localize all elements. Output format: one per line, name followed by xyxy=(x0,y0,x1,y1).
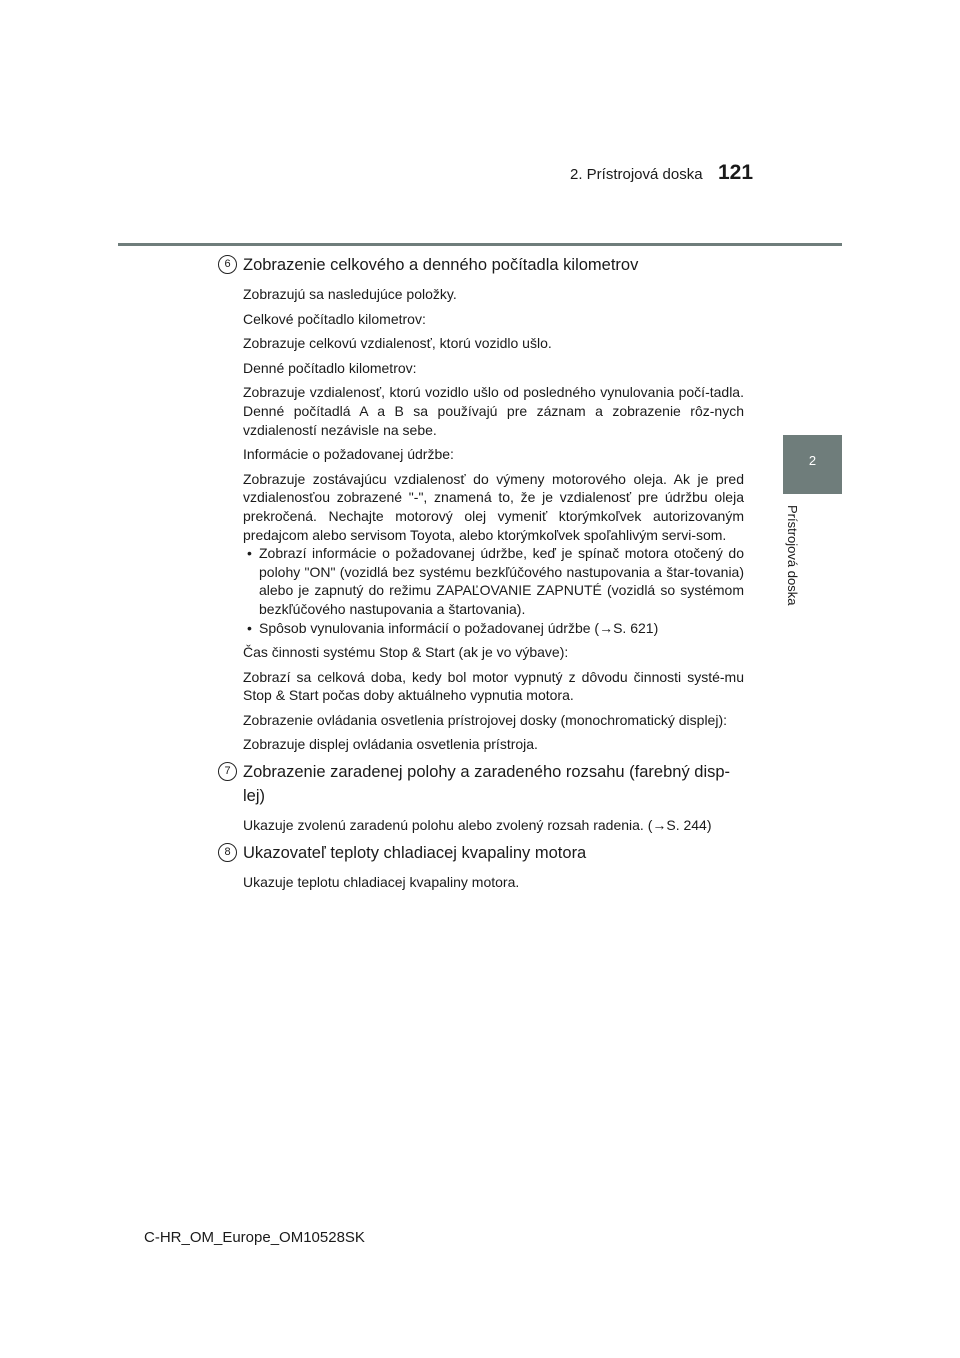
bullet-list xyxy=(243,544,744,637)
content xyxy=(218,253,744,897)
running-header-section: 2. Prístrojová doska xyxy=(570,166,703,183)
paragraph: Ukazuje zvolenú zaradenú polohu alebo zvolený rozsah radenia. (→S. 244) xyxy=(243,817,712,834)
paragraph: Zobrazujú sa nasledujúce položky. xyxy=(243,286,457,302)
paragraph: Zobrazuje vzdialenosť, ktorú vozidlo ušlo od posledného vynulovania počí-tadla. Denné počítadlá A a B sa používajú pre záznam a zobrazenie rôz-nych vzdialeností nezávisle na sebe. xyxy=(243,384,744,438)
section-body xyxy=(218,816,744,835)
paragraph: Zobrazí sa celková doba, kedy bol motor vypnutý z dôvodu činnosti systé-mu Stop & Start počas doby aktuálneho vypnutia motora. xyxy=(243,668,744,704)
section-6 xyxy=(218,253,744,754)
section-7 xyxy=(218,760,744,835)
section-body xyxy=(218,873,744,892)
paragraph: Celkové počítadlo kilometrov: xyxy=(243,310,426,327)
chapter-side-label: Prístrojová doska xyxy=(785,505,800,606)
paragraph: Denné počítadlo kilometrov: xyxy=(243,359,417,376)
section-heading-text: Zobrazenie celkového a denného počítadla kilometrov xyxy=(243,256,639,274)
paragraph: Ukazuje teplotu chladiacej kvapaliny motora. xyxy=(243,873,520,890)
footer-document-id: C-HR_OM_Europe_OM10528SK xyxy=(144,1229,365,1246)
paragraph: Zobrazuje celkovú vzdialenosť, ktorú vozidlo ušlo. xyxy=(243,335,552,352)
paragraph: Zobrazuje zostávajúcu vzdialenosť do výmeny motorového oleja. Ak je pred vzdialenosťou zobrazené "-", znamená to, že je vzdialenosť pre údržbu oleja prekročená. Nechajte motorový olej vymeniť ktorýmkoľvek autorizovaným predajcom alebo servisom Toyota, alebo ktorýmkoľvek spoľahlivým servi-som. xyxy=(243,470,744,543)
section-8 xyxy=(218,841,744,892)
page-number: 121 xyxy=(718,161,754,184)
circled-number-6: 6 xyxy=(218,255,237,274)
section-heading xyxy=(218,841,744,865)
chapter-tab xyxy=(783,435,842,494)
section-body xyxy=(218,285,744,754)
circled-number-8: 8 xyxy=(218,843,237,862)
header-rule xyxy=(118,243,842,246)
bullet-item: • Spôsob vynulovania informácií o požadovanej údržbe (→S. 621) xyxy=(243,619,744,638)
paragraph: Zobrazuje displej ovládania osvetlenia prístroja. xyxy=(243,736,538,753)
section-heading-text: Zobrazenie zaradenej polohy a zaradeného rozsahu (farebný disp-lej) xyxy=(243,763,731,806)
section-heading xyxy=(218,253,744,277)
paragraph: Zobrazenie ovládania osvetlenia prístrojovej dosky (monochromatický displej): xyxy=(243,711,728,728)
chapter-tab-number: 2 xyxy=(808,453,817,468)
circled-number-7: 7 xyxy=(218,762,237,781)
section-heading-text: Ukazovateľ teploty chladiacej kvapaliny motora xyxy=(243,843,587,862)
paragraph: Čas činnosti systému Stop & Start (ak je vo výbave): xyxy=(243,644,569,661)
section-heading xyxy=(218,760,744,808)
paragraph: Informácie o požadovanej údržbe: xyxy=(243,446,454,463)
chapter-side-label-wrap xyxy=(782,505,806,615)
bullet-item: • Zobrazí informácie o požadovanej údržbe, keď je spínač motora otočený do polohy "ON" (vozidlá bez systému bezkľúčového nastupovania a štar-tovania) alebo je zapnutý do režimu ZAPAĽOVANIE ZAPNUTÉ (vozidlá so systémom bezkľúčového nastupovania a štartovania). xyxy=(243,544,744,618)
